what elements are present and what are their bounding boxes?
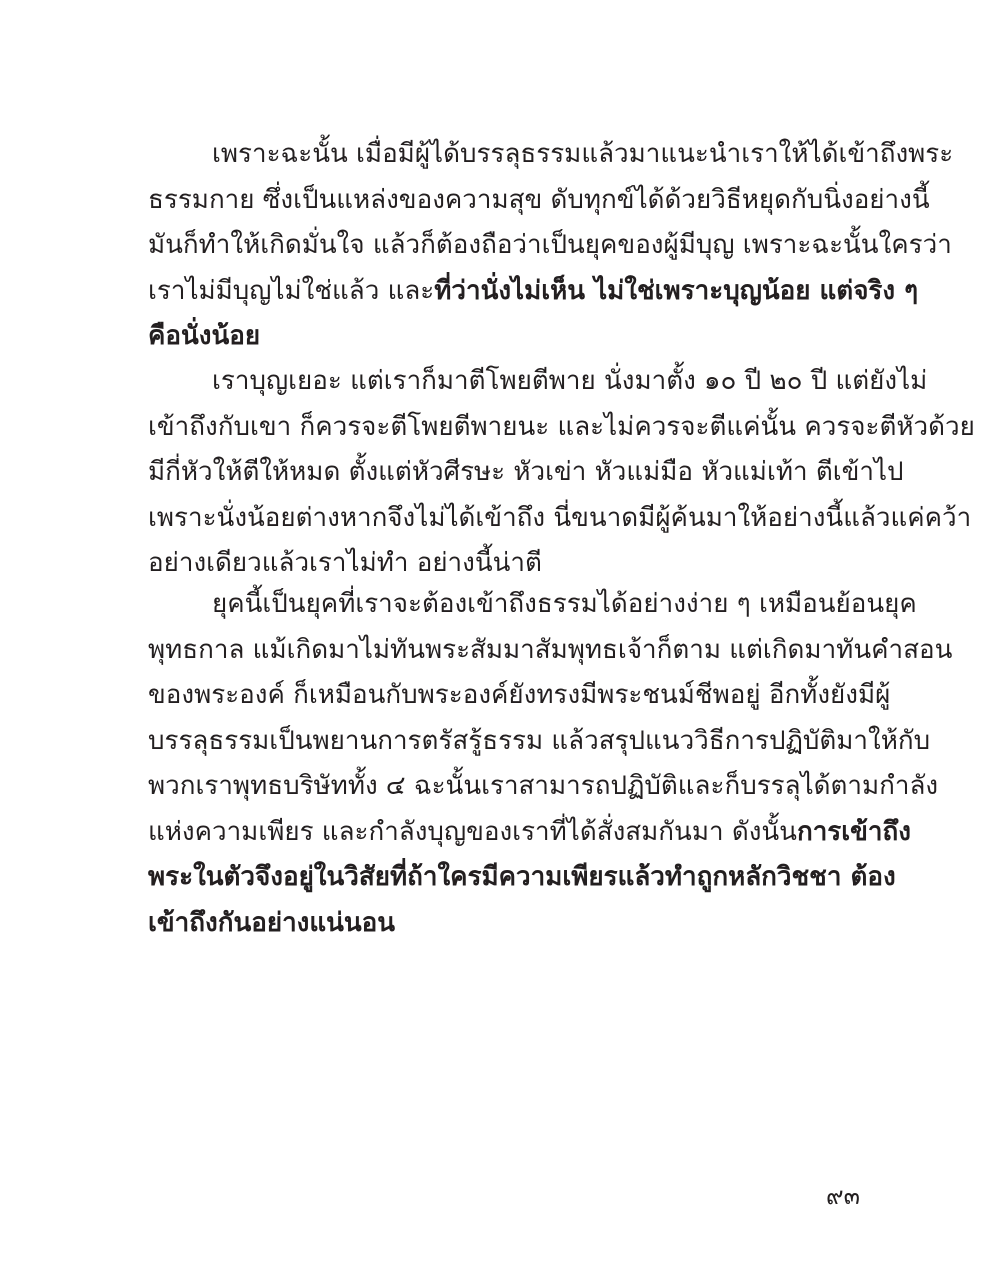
text-line [148, 626, 953, 674]
text: พวกเราพุทธบริษัททั้ง ๔ ฉะนั้นเราสามารถปฏิบัติและก็บรรลุได้ตามกำลัง [148, 771, 939, 801]
text: ยุคนี้เป็นยุคที่เราจะต้องเข้าถึงธรรมได้อย่างง่าย ๆ เหมือนย้อนยุค [212, 589, 917, 619]
text: เราบุญเยอะ แต่เราก็มาตีโพยตีพาย นั่งมาตั้ง ๑๐ ปี ๒๐ ปี แต่ยังไม่ [212, 366, 928, 396]
bold-text: คือนั่งน้อย [148, 321, 261, 351]
text-line [212, 357, 928, 405]
text-line [148, 267, 919, 315]
text: มันก็ทำให้เกิดมั่นใจ แล้วก็ต้องถือว่าเป็นยุคของผู้มีบุญ เพราะฉะนั้นใครว่า [148, 230, 952, 260]
text: แห่งความเพียร และกำลังบุญของเราที่ได้สั่งสมกันมา ดังนั้น [148, 816, 797, 847]
text: เข้าถึงกับเขา ก็ควรจะตีโพยตีพายนะ และไม่ควรจะตีแค่นั้น ควรจะตีหัวด้วย [148, 411, 975, 442]
page-number: ๙๓ [826, 1182, 860, 1210]
text-line [148, 853, 896, 901]
text-line [148, 176, 930, 224]
bold-text: ที่ว่านั่งไม่เห็น ไม่ใช่เพราะบุญน้อย แต่จริง ๆ [434, 275, 919, 306]
text: บรรลุธรรมเป็นพยานการตรัสรู้ธรรม แล้วสรุปแนววิธีการปฏิบัติมาให้กับ [148, 725, 931, 756]
text-line [148, 671, 891, 719]
text: เพราะฉะนั้น เมื่อมีผู้ได้บรรลุธรรมแล้วมาแนะนำเราให้ได้เข้าถึงพระ [212, 139, 954, 169]
text: ธรรมกาย ซึ่งเป็นแหล่งของความสุข ดับทุกข์ได้ด้วยวิธีหยุดกับนิ่งอย่างนี้ [148, 184, 930, 215]
text-line [148, 808, 911, 856]
text-line [148, 221, 952, 269]
text: พุทธกาล แม้เกิดมาไม่ทันพระสัมมาสัมพุทธเจ้าก็ตาม แต่เกิดมาทันคำสอน [148, 634, 953, 665]
text-line [212, 580, 917, 628]
text-line [148, 312, 860, 360]
text: มีกี่หัวให้ตีให้หมด ตั้งแต่หัวศีรษะ หัวเข่า หัวแม่มือ หัวแม่เท้า ตีเข้าไป [148, 457, 904, 487]
text-line [148, 494, 972, 542]
text-line [148, 448, 904, 496]
text-line [148, 717, 931, 765]
text: ของพระองค์ ก็เหมือนกับพระองค์ยังทรงมีพระชนม์ชีพอยู่ อีกทั้งยังมีผู้ [148, 680, 891, 710]
text-line [148, 762, 939, 810]
text-line [148, 899, 860, 947]
bold-text: พระในตัวจึงอยู่ในวิสัยที่ถ้าใครมีความเพียรแล้วทำถูกหลักวิชชา ต้อง [148, 862, 896, 892]
text: อย่างเดียวแล้วเราไม่ทำ อย่างนี้น่าตี [148, 548, 542, 578]
text-line [212, 130, 954, 178]
bold-text: การเข้าถึง [796, 816, 911, 847]
text: เราไม่มีบุญไม่ใช่แล้ว และ [148, 275, 435, 306]
text-line [148, 403, 975, 451]
text: เพราะนั่งน้อยต่างหากจึงไม่ได้เข้าถึง นี่ขนาดมีผู้ค้นมาให้อย่างนี้แล้วแค่คว้า [148, 502, 972, 533]
bold-text: เข้าถึงกันอย่างแน่นอน [148, 907, 396, 938]
